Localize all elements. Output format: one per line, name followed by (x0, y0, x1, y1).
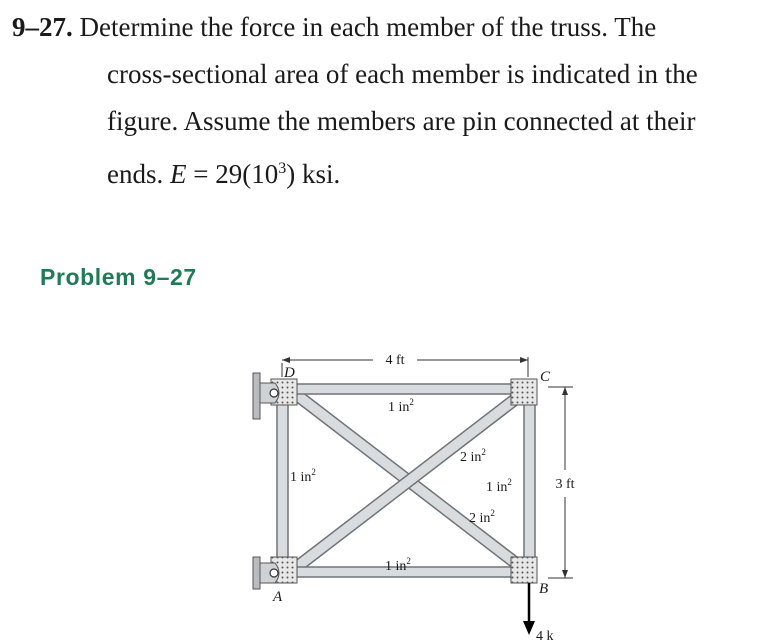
member-right-cb (524, 389, 535, 572)
load-label: 4 k (536, 629, 554, 643)
problem-line-2: cross-sectional area of each member is indicated in the (107, 59, 698, 89)
dimension-height (548, 387, 575, 578)
dimension-width (282, 353, 528, 377)
modulus-value: = 29(10 (186, 159, 279, 189)
dim-height-label: 3 ft (555, 477, 575, 492)
problem-label: Problem 9–27 (40, 264, 197, 290)
gusset-c (511, 379, 537, 405)
joint-label-b: B (539, 581, 549, 597)
problem-text-1: Determine the force in each member of the truss. The (79, 12, 657, 42)
problem-line-3: figure. Assume the members are pin connected at their (107, 106, 696, 136)
area-label-bottom: 1 $in^2$ (385, 556, 411, 574)
joint-label-a: A (273, 589, 283, 605)
area-label-right: 1 $in^2$ (486, 477, 512, 495)
truss-figure (245, 345, 585, 643)
problem-statement (12, 4, 777, 198)
problem-line-1 (12, 4, 777, 51)
problem-number: 9–27. (12, 12, 73, 42)
member-top-dc (280, 384, 535, 394)
member-left-da (277, 389, 288, 572)
problem-text-4: ends. (107, 159, 164, 189)
gusset-b (511, 557, 537, 583)
modulus-symbol: E (170, 159, 187, 189)
area-label-top: 1 $in^2$ (388, 397, 414, 415)
truss-diagram (245, 345, 585, 643)
area-label-diagonal-upper: 2 $in^2$ (460, 447, 486, 465)
modulus-exponent: 3 (278, 160, 287, 177)
joint-label-c: C (540, 369, 551, 385)
area-label-diagonal-lower: 2 $in^2$ (469, 508, 495, 526)
modulus-units: ) ksi. (286, 159, 341, 189)
area-label-left: 1 $in^2$ (290, 467, 316, 485)
problem-line-4 (12, 145, 777, 198)
dim-width-label: 4 ft (385, 353, 405, 368)
member-bottom-ab (280, 567, 535, 577)
joint-label-d: D (284, 365, 295, 381)
